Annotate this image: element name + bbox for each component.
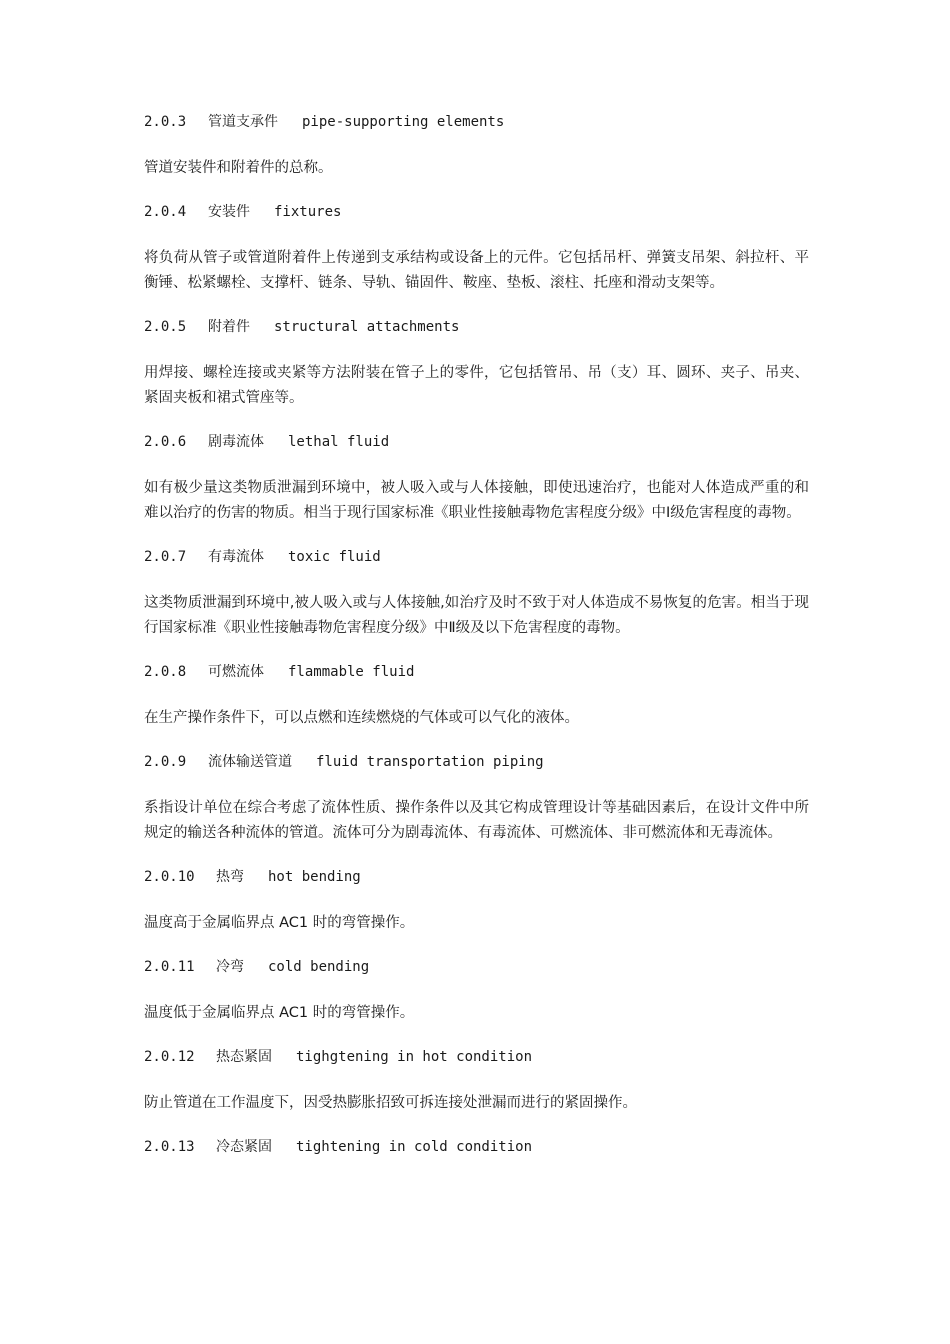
term-english: hot bending xyxy=(268,869,361,885)
term-entry-2-0-6 xyxy=(144,432,809,526)
term-heading xyxy=(144,1137,809,1157)
term-english: tighgtening in hot condition xyxy=(296,1049,533,1065)
term-english: structural attachments xyxy=(274,319,460,335)
term-number: 2.0.8 xyxy=(144,664,187,680)
term-definition: 在生产操作条件下，可以点燃和连续燃烧的气体或可以气化的液体。 xyxy=(144,710,579,726)
term-number: 2.0.4 xyxy=(144,204,187,220)
term-entry-2-0-5 xyxy=(144,317,809,411)
term-entry-2-0-3 xyxy=(144,112,809,181)
term-heading xyxy=(144,867,809,887)
term-definition: 用焊接、螺栓连接或夹紧等方法附装在管子上的零件，它包括管吊、吊（支）耳、圆环、夹子、吊夹、紧固夹板和裙式管座等。 xyxy=(144,365,809,406)
term-chinese: 安装件 xyxy=(208,204,250,220)
term-definition: 这类物质泄漏到环境中,被人吸入或与人体接触,如治疗及时不致于对人体造成不易恢复的危害。相当于现行国家标准《职业性接触毒物危害程度分级》中Ⅱ级及以下危害程度的毒物。 xyxy=(144,595,809,636)
term-number: 2.0.9 xyxy=(144,754,187,770)
term-chinese: 热弯 xyxy=(216,869,244,885)
term-heading xyxy=(144,432,809,452)
term-number: 2.0.7 xyxy=(144,549,187,565)
term-number: 2.0.10 xyxy=(144,869,195,885)
term-english: fixtures xyxy=(274,204,342,220)
term-english: flammable fluid xyxy=(288,664,415,680)
term-chinese: 冷态紧固 xyxy=(216,1139,272,1155)
term-chinese: 附着件 xyxy=(208,319,250,335)
term-chinese: 管道支承件 xyxy=(208,114,278,130)
term-entry-2-0-10 xyxy=(144,867,809,936)
term-chinese: 剧毒流体 xyxy=(208,434,264,450)
term-definition: 系指设计单位在综合考虑了流体性质、操作条件以及其它构成管理设计等基础因素后，在设计文件中所规定的输送各种流体的管道。流体可分为剧毒流体、有毒流体、可燃流体、非可燃流体和无毒流体。 xyxy=(144,800,809,841)
term-chinese: 冷弯 xyxy=(216,959,244,975)
term-heading xyxy=(144,202,809,222)
term-english: cold bending xyxy=(268,959,370,975)
term-entry-2-0-12 xyxy=(144,1047,809,1116)
term-entry-2-0-11 xyxy=(144,957,809,1026)
term-number: 2.0.12 xyxy=(144,1049,195,1065)
term-entry-2-0-4 xyxy=(144,202,809,296)
term-chinese: 流体输送管道 xyxy=(208,754,292,770)
term-number: 2.0.3 xyxy=(144,114,187,130)
term-chinese: 有毒流体 xyxy=(208,549,264,565)
term-number: 2.0.11 xyxy=(144,959,195,975)
term-entry-2-0-13 xyxy=(144,1137,809,1157)
term-entry-2-0-7 xyxy=(144,547,809,641)
term-english: pipe-supporting elements xyxy=(302,114,505,130)
term-number: 2.0.13 xyxy=(144,1139,195,1155)
term-english: lethal fluid xyxy=(288,434,390,450)
term-definition: 防止管道在工作温度下，因受热膨胀招致可拆连接处泄漏而进行的紧固操作。 xyxy=(144,1095,637,1111)
term-english: fluid transportation piping xyxy=(316,754,544,770)
term-definition: 温度低于金属临界点 AC1 时的弯管操作。 xyxy=(144,1005,415,1021)
term-number: 2.0.5 xyxy=(144,319,187,335)
term-number: 2.0.6 xyxy=(144,434,187,450)
term-chinese: 热态紧固 xyxy=(216,1049,272,1065)
document-page xyxy=(144,112,809,1181)
term-english: tightening in cold condition xyxy=(296,1139,533,1155)
term-heading xyxy=(144,317,809,337)
term-definition: 管道安装件和附着件的总称。 xyxy=(144,160,333,176)
term-heading xyxy=(144,662,809,682)
term-definition: 温度高于金属临界点 AC1 时的弯管操作。 xyxy=(144,915,415,931)
term-heading xyxy=(144,957,809,977)
term-heading xyxy=(144,1047,809,1067)
term-entry-2-0-8 xyxy=(144,662,809,731)
term-heading xyxy=(144,752,809,772)
term-entry-2-0-9 xyxy=(144,752,809,846)
term-chinese: 可燃流体 xyxy=(208,664,264,680)
term-definition: 将负荷从管子或管道附着件上传递到支承结构或设备上的元件。它包括吊杆、弹簧支吊架、斜拉杆、平衡锤、松紧螺栓、支撑杆、链条、导轨、锚固件、鞍座、垫板、滚柱、托座和滑动支架等。 xyxy=(144,250,809,291)
term-english: toxic fluid xyxy=(288,549,381,565)
term-heading xyxy=(144,547,809,567)
term-heading xyxy=(144,112,809,132)
term-definition: 如有极少量这类物质泄漏到环境中，被人吸入或与人体接触，即使迅速治疗，也能对人体造成严重的和难以治疗的伤害的物质。相当于现行国家标准《职业性接触毒物危害程度分级》中Ⅰ级危害程度的毒物。 xyxy=(144,480,809,521)
